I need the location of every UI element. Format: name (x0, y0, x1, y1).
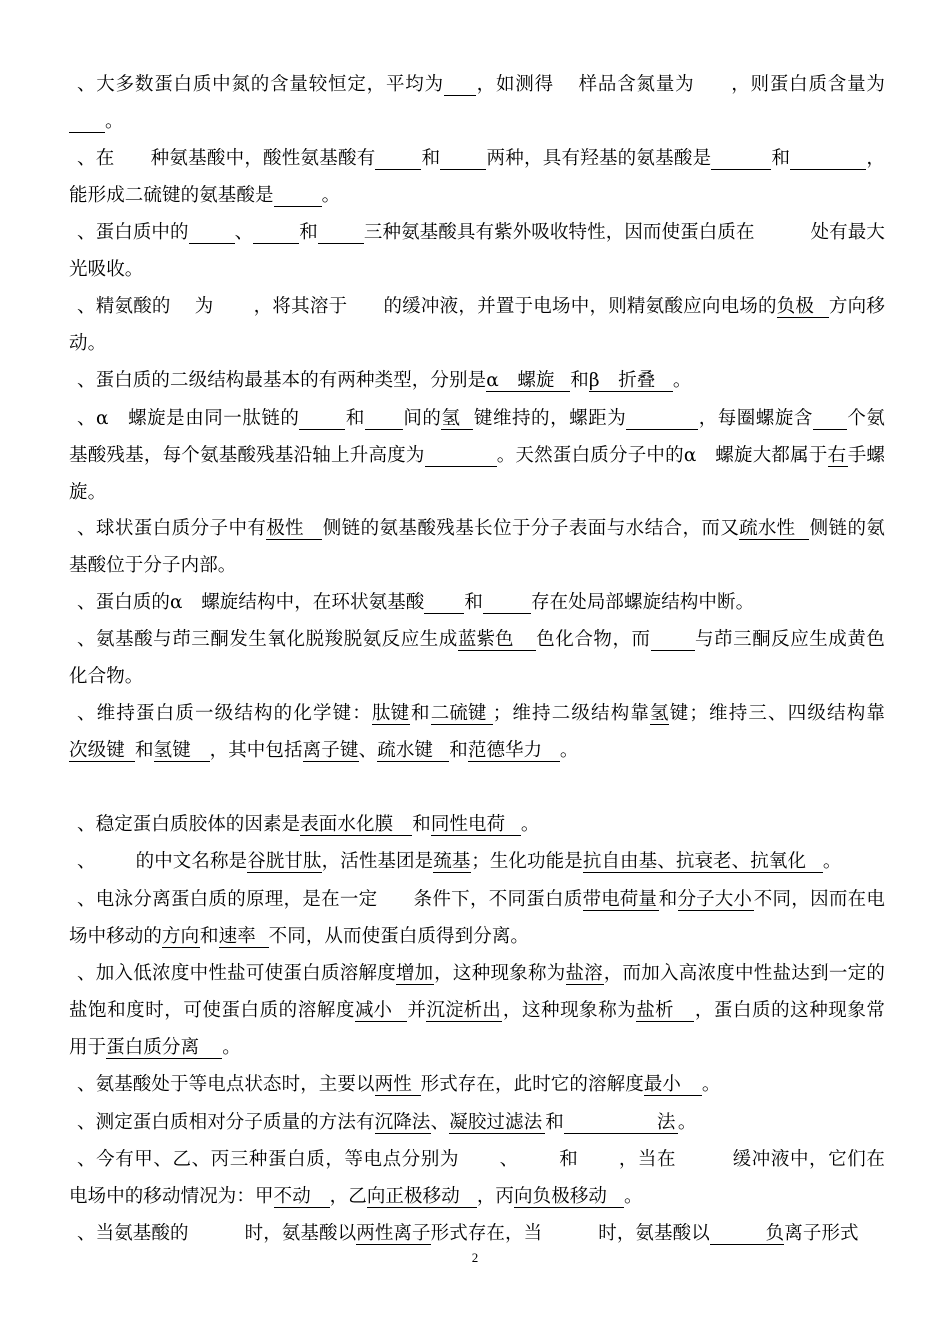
question-text: ，能形成二硫键的氨基酸是 (69, 148, 886, 206)
answer-blank (318, 223, 364, 244)
question-text: 。 (559, 740, 579, 761)
question-item (69, 1066, 885, 1103)
question-item (69, 695, 885, 769)
question-text: 色化合物，而 (535, 629, 651, 650)
question-item (69, 621, 885, 695)
question-text: ；生化功能是 (471, 851, 583, 872)
question-item (69, 881, 885, 955)
question-text: 时，氨基酸以 (244, 1223, 357, 1244)
answer-blank (813, 409, 847, 430)
question-item (69, 66, 885, 140)
answer-blank (626, 409, 698, 430)
question-text: 、当氨基酸的 (77, 1223, 189, 1244)
answer-blank (651, 630, 695, 651)
question-text: 和 (421, 148, 441, 169)
question-item (69, 843, 885, 880)
question-text: 和 (345, 408, 365, 429)
answer-blank: 法 (564, 1113, 678, 1134)
question-text: 、大多数蛋白质中氮的含量较恒定，平均为 (77, 74, 444, 95)
answer-blank (375, 149, 421, 170)
question-text: 和 (570, 370, 589, 391)
answer-blank: 谷胱甘肽 (247, 851, 322, 872)
question-text: 形式存在，此时它的溶解度 (420, 1074, 644, 1095)
answer-blank: 巯基 (433, 851, 471, 872)
answer-blank (69, 112, 105, 133)
answer-blank: 增加 (396, 963, 434, 984)
answer-blank: 范德华力 (468, 741, 560, 762)
question-text: 的缓冲液，并置于电场中，则精氨酸应向电场的 (383, 296, 777, 317)
question-text: 和 (412, 814, 431, 835)
answer-blank: β 折叠 (589, 371, 673, 392)
question-text: 形式存在，当 (430, 1223, 543, 1244)
question-text: 并 (406, 1000, 427, 1021)
question-text: ，活性基团是 (321, 851, 434, 872)
answer-blank: 氢键 (154, 741, 210, 762)
answer-blank: 次级键 (69, 741, 135, 762)
answer-blank: 不动 (274, 1187, 330, 1208)
question-text: 。 (624, 1186, 643, 1207)
question-text: 和 (200, 926, 219, 947)
answer-blank (440, 149, 486, 170)
question-text: 、测定蛋白质相对分子质量的方法有 (77, 1112, 375, 1133)
question-text: 为 (194, 296, 214, 317)
answer-blank (711, 149, 771, 170)
question-text: 。 (321, 185, 341, 206)
answer-blank: 离子键 (302, 740, 359, 761)
question-text: 。 (520, 814, 540, 835)
answer-blank: 蛋白质分离 (106, 1038, 222, 1059)
question-text: 、 (234, 222, 254, 243)
question-text: ，每圈螺旋含 (698, 408, 813, 429)
question-item (69, 214, 885, 288)
answer-blank (790, 149, 866, 170)
question-text: 。 (677, 1112, 697, 1133)
question-item (69, 1141, 885, 1215)
answer-blank: 凝胶过滤法 (449, 1113, 545, 1134)
question-text: 和 (771, 148, 791, 169)
question-text: 、 (499, 1149, 519, 1170)
question-text: 。天然蛋白质分子中的α 螺旋大都属于 (496, 445, 828, 466)
answer-blank: 速率 (219, 927, 269, 948)
question-text: ，这种现象称为 (502, 1000, 637, 1021)
answer-blank: 向负极移动 (514, 1187, 624, 1208)
question-text: 和 (545, 1112, 564, 1133)
question-text: 键维持的，螺距为 (473, 408, 627, 429)
question-text: 样品含氮量为 (577, 74, 695, 95)
question-text: 三种氨基酸具有紫外吸收特性，因而使蛋白质在 (363, 222, 755, 243)
question-text: 时，氨基酸以 (598, 1223, 710, 1244)
question-item (69, 140, 885, 214)
question-text: 。 (105, 111, 124, 132)
question-text: 侧链的氨基酸位于分子内部。 (69, 518, 886, 576)
question-text: ，则蛋白质含量为 (730, 74, 885, 95)
answer-blank (424, 593, 464, 614)
question-item (69, 510, 885, 584)
question-text: 个氨基酸残基，每个氨基酸残基沿轴上升高度为 (69, 408, 886, 466)
answer-blank: 两性离子 (356, 1223, 431, 1244)
answer-blank: 负 (709, 1223, 785, 1244)
question-text: 两种，具有羟基的氨基酸是 (486, 148, 712, 169)
question-text: 间的 (402, 408, 442, 429)
question-text: 和 (409, 703, 431, 724)
answer-blank: 沉降法 (374, 1112, 431, 1133)
question-item (69, 288, 885, 362)
question-text: 条件下，不同蛋白质 (413, 889, 583, 910)
answer-blank (365, 409, 403, 430)
question-text: 。 (672, 370, 692, 391)
question-text: 种氨基酸中，酸性氨基酸有 (150, 148, 376, 169)
answer-blank: 带电荷量 (582, 889, 658, 910)
question-item (69, 1104, 885, 1141)
answer-blank: 盐析 (636, 1001, 694, 1022)
answer-blank (425, 446, 497, 467)
question-text: 、蛋白质中的 (77, 222, 189, 243)
question-text: ，如测得 (475, 74, 554, 95)
answer-blank: 同性电荷 (431, 815, 521, 836)
question-text: 。 (701, 1074, 721, 1095)
answer-blank: α 螺旋 (486, 371, 570, 392)
question-text: ，乙 (329, 1186, 367, 1207)
answer-blank: 两性 (375, 1075, 421, 1096)
question-text: 不同，因而在电场中移动的 (69, 889, 885, 947)
answer-blank: 沉淀析出 (426, 1000, 501, 1021)
question-text: 、氨基酸与茚三酮发生氧化脱羧脱氨反应生成 (77, 629, 458, 650)
answer-blank: 方向 (162, 926, 200, 947)
answer-blank: 表面水化膜 (300, 815, 412, 836)
question-text: ，这种现象称为 (434, 963, 566, 984)
question-text: 与茚三酮反应生成黄色化合物。 (69, 629, 885, 687)
answer-blank: 氢 (650, 703, 669, 724)
question-text: 、 (430, 1112, 450, 1133)
question-text: 、稳定蛋白质胶体的因素是 (77, 814, 301, 835)
answer-blank (253, 223, 299, 244)
answer-blank: 二硫键 (431, 704, 493, 725)
question-text: 、球状蛋白质分子中有 (77, 518, 267, 539)
answer-blank: 疏水性 (739, 519, 809, 540)
question-text: 存在处局部螺旋结构中断。 (531, 592, 755, 613)
question-text: 、电泳分离蛋白质的原理，是在一定 (77, 889, 378, 910)
question-text: 离子形式 (784, 1223, 859, 1244)
question-text: ，而加入高浓度中性盐达到一定的盐饱和度时，可使蛋白质的溶解度 (69, 963, 885, 1021)
question-text: ；维持二级结构靠 (492, 703, 651, 724)
answer-blank: 最小 (644, 1075, 702, 1096)
answer-blank: 蓝紫色 (458, 630, 536, 651)
question-item (69, 1215, 885, 1252)
answer-blank: 疏水键 (377, 741, 449, 762)
question-text: 、蛋白质的α 螺旋结构中，在环状氨基酸 (77, 592, 425, 613)
question-text: 、精氨酸的 (77, 296, 171, 317)
answer-blank (483, 593, 531, 614)
question-text: ，当在 (618, 1149, 677, 1170)
question-text: 和 (558, 1149, 579, 1170)
question-text: 和 (449, 740, 468, 761)
question-text: 。 (222, 1037, 241, 1058)
question-text: 方向移动。 (69, 296, 885, 354)
question-text: 侧链的氨基酸残基长位于分子表面与水结合，而又 (322, 518, 740, 539)
question-text: ，将其溶于 (253, 296, 348, 317)
question-text: 和 (464, 592, 484, 613)
question-item (69, 806, 885, 843)
question-text: 、蛋白质的二级结构最基本的有两种类型，分别是 (77, 370, 487, 391)
question-text: 、维持蛋白质一级结构的化学键： (77, 703, 372, 724)
answer-blank: 负极 (777, 297, 829, 318)
answer-blank (189, 223, 235, 244)
answer-blank: 肽键 (371, 703, 410, 724)
question-text: 。 (822, 851, 842, 872)
question-text: 处有最大光吸收。 (69, 222, 885, 280)
answer-blank (274, 186, 322, 207)
page-number: 2 (471, 1250, 479, 1265)
answer-blank: 盐溶 (565, 963, 603, 984)
question-text: 、加入低浓度中性盐可使蛋白质溶解度 (77, 963, 396, 984)
question-text: 和 (299, 222, 318, 243)
question-text: ，丙 (476, 1186, 515, 1207)
question-item (69, 362, 885, 399)
question-text: 、 (77, 851, 96, 872)
question-text: ，蛋白质的这种现象常用于 (69, 1000, 885, 1058)
question-text: 、α 螺旋是由同一肽链的 (77, 408, 300, 429)
question-text: 手螺旋。 (69, 445, 886, 503)
question-text: 的中文名称是 (135, 851, 248, 872)
question-item (69, 400, 885, 511)
question-text: 、氨基酸处于等电点状态时，主要以 (77, 1074, 375, 1095)
answer-blank: 抗自由基、抗衰老、抗氧化 (583, 852, 823, 873)
answer-blank: 减小 (355, 1001, 407, 1022)
question-text: 、 (358, 740, 378, 761)
question-text: 、今有甲、乙、丙三种蛋白质，等电点分别为 (77, 1149, 460, 1170)
question-text: 、在 (77, 148, 115, 169)
answer-blank: 极性 (266, 519, 322, 540)
answer-blank (299, 409, 345, 430)
question-text: 和 (658, 889, 678, 910)
question-text: 不同，从而使蛋白质得到分离。 (268, 926, 530, 947)
question-item (69, 584, 885, 621)
answer-blank: 氢 (441, 409, 473, 430)
answer-blank: 分子大小 (677, 889, 752, 910)
question-text: 键；维持三、四级结构靠 (668, 703, 885, 724)
question-text: ，其中包括 (209, 740, 303, 761)
answer-blank: 向正极移动 (367, 1187, 477, 1208)
answer-blank (444, 75, 476, 96)
question-text: 缓冲液中，它们在电场中的移动情况为：甲 (69, 1149, 885, 1207)
question-item (69, 955, 885, 1066)
answer-blank: 右 (827, 445, 847, 466)
question-text: 和 (135, 740, 154, 761)
